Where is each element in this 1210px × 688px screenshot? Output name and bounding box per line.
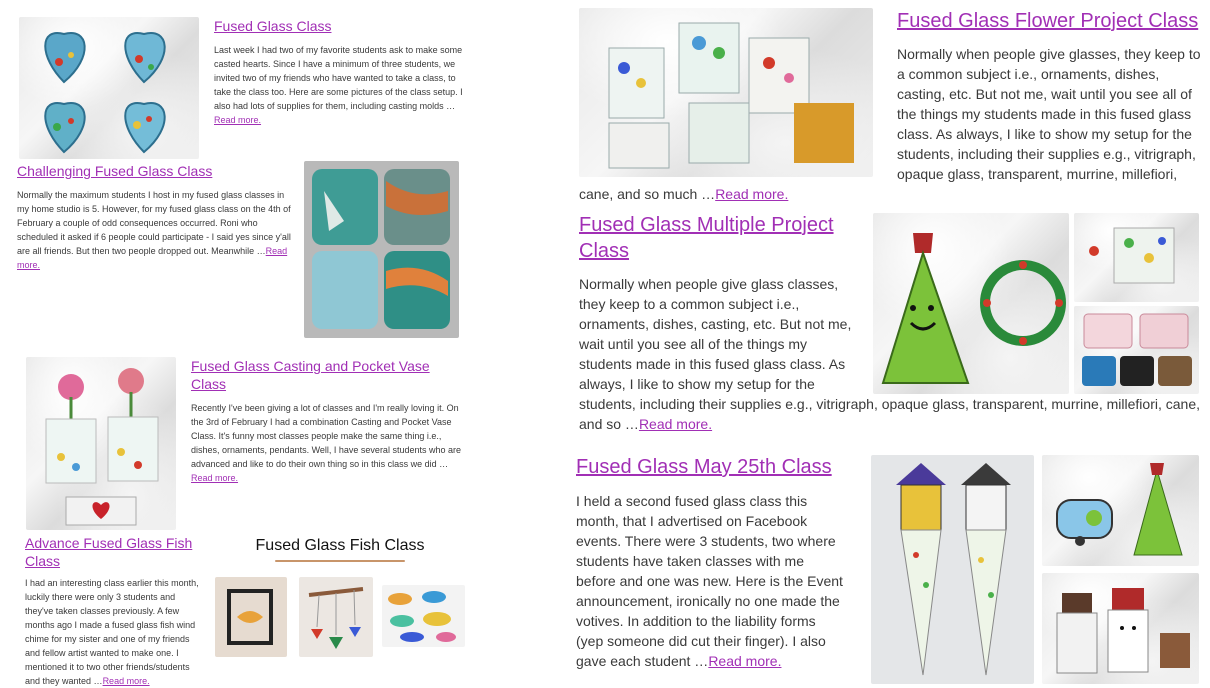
fish-collection-image bbox=[382, 585, 465, 647]
post-title-link[interactable]: Fused Glass Flower Project Class bbox=[897, 10, 1199, 32]
read-more-link[interactable]: Read more. bbox=[214, 115, 262, 125]
post-multiple-project-class bbox=[579, 212, 859, 264]
post-thumbnail-camper-tree[interactable] bbox=[1042, 455, 1199, 566]
hearts-image bbox=[19, 17, 199, 159]
read-more-link[interactable]: Read more. bbox=[102, 676, 150, 686]
post-advance-fish-class bbox=[25, 534, 205, 570]
post-excerpt bbox=[579, 44, 1204, 204]
post-thumbnail-hearts[interactable] bbox=[19, 17, 199, 159]
banner-title: Fused Glass Fish Class bbox=[255, 537, 425, 554]
post-thumbnail-dishes[interactable] bbox=[304, 161, 459, 338]
post-title-link[interactable]: Challenging Fused Glass Class bbox=[17, 163, 213, 179]
post-casting-pocket-vase-class bbox=[191, 357, 461, 485]
post-title-link[interactable]: Fused Glass Multiple Project Class bbox=[579, 214, 834, 262]
pocket-vase-image bbox=[26, 357, 176, 530]
fish-photo-1[interactable] bbox=[215, 577, 287, 657]
excerpt-float-spacer bbox=[579, 44, 897, 176]
post-thumbnail-snowman[interactable] bbox=[1042, 573, 1199, 684]
post-excerpt bbox=[214, 43, 464, 127]
camper-tree-image bbox=[1042, 455, 1199, 566]
post-fused-glass-class bbox=[214, 17, 464, 127]
fish-class-banner bbox=[215, 535, 465, 675]
birdhouse-stakes-image bbox=[871, 455, 1034, 684]
post-challenging-fused-glass-class bbox=[17, 162, 292, 272]
post-excerpt-text: I had an interesting class earlier this month, luckily there were only 3 students and they've taken classes previously. A few months ago I made a fused glass fish wind chime for my sister and one of my friends and fellow artist wanted to make one. I mentioned it to two other friends/students and they wanted … bbox=[25, 578, 199, 686]
banner-divider bbox=[275, 560, 405, 562]
post-thumbnail-birdhouse-stakes[interactable] bbox=[871, 455, 1034, 684]
post-excerpt bbox=[17, 188, 292, 272]
post-excerpt-text: Normally when people give glass classes, they keep to a common subject i.e., ornaments, dishes, casting, etc. But not me, wait until you see all of the things my students made in this fused glass class. As always, I like to show my setup for the students, including their supplies e.g., vitrigraph, opaque glass, transparent, murrine, millefiori, cane, and so … bbox=[579, 276, 1200, 432]
fish-photo-3[interactable] bbox=[382, 585, 465, 647]
post-excerpt bbox=[191, 401, 461, 485]
dishes-image bbox=[304, 161, 459, 338]
post-excerpt-text: Normally when people give glasses, they keep to a common subject i.e., ornaments, dishes, casting, etc. But not me, wait until you see all of the things my students made in this fused glass class. As always, I like to show my setup for the students, including their supplies e.g., vitrigraph, opaque glass, transparent, murrine, millefiori, cane, and so much … bbox=[579, 46, 1201, 202]
post-thumbnail-flowers-small[interactable] bbox=[1074, 213, 1199, 302]
flowers-small-image bbox=[1074, 213, 1199, 302]
post-title-link[interactable]: Fused Glass Class bbox=[214, 18, 332, 34]
post-excerpt-text: Last week I had two of my favorite students ask to make some casted hearts. Since I have a minimum of three students, we invited two of my friends who have wanted to take a class, to take the class too. Here are some pictures of the class setup. I also had lots of supplies for them, including casting molds … bbox=[214, 45, 463, 111]
post-excerpt bbox=[576, 491, 844, 671]
snowman-image bbox=[1042, 573, 1199, 684]
fish-chime-image bbox=[299, 577, 373, 657]
post-may-25th-class bbox=[576, 454, 856, 480]
post-thumbnail-dishes-small[interactable] bbox=[1074, 306, 1199, 394]
read-more-link[interactable]: Read more. bbox=[638, 416, 713, 432]
dishes-small-image bbox=[1074, 306, 1199, 394]
post-excerpt-text: I held a second fused glass class this month, that I advertised on Facebook events. There were 3 students, two where students have taken classes with me before and one was new. Here is the Event announcement, ironically no one made the votives. In addition to the liability forms (yep someone did cut their finger). I also gave each student … bbox=[576, 493, 843, 669]
fish-frame-image bbox=[215, 577, 287, 657]
post-excerpt-text: Recently I've been giving a lot of classes and I'm really loving it. On the 3rd of February I had a combination Casting and Pocket Vase Class. It's funny most classes people make the same thing i.e., dishes, ornaments, pendants. Well, I have several students who are advanced and like to do their own thing so in this class we did … bbox=[191, 403, 461, 469]
read-more-link[interactable]: Read more. bbox=[191, 473, 239, 483]
post-title-link[interactable]: Fused Glass Casting and Pocket Vase Class bbox=[191, 358, 430, 392]
post-title-link[interactable]: Advance Fused Glass Fish Class bbox=[25, 535, 193, 569]
post-flower-project-class bbox=[897, 8, 1202, 34]
fish-photo-2[interactable] bbox=[299, 577, 373, 657]
post-excerpt-text: Normally the maximum students I host in my fused glass classes in my home studio is 5. However, for my fused glass class on the 4th of February a couple of odd consequences occurred. Roni who scheduled it asked if 6 people could participate - I said yes since y'all are all friends. But then two people dropped out. Meanwhile … bbox=[17, 190, 291, 256]
xmas-tree-image bbox=[873, 213, 1069, 394]
post-thumbnail-xmas-tree[interactable] bbox=[873, 213, 1069, 394]
post-excerpt bbox=[25, 576, 203, 688]
read-more-link[interactable]: Read more. bbox=[715, 186, 789, 202]
post-title-link[interactable]: Fused Glass May 25th Class bbox=[576, 456, 832, 478]
read-more-link[interactable]: Read more. bbox=[708, 653, 782, 669]
post-thumbnail-pocket-vase[interactable] bbox=[26, 357, 176, 530]
read-more-link[interactable]: Read more. bbox=[17, 246, 288, 270]
